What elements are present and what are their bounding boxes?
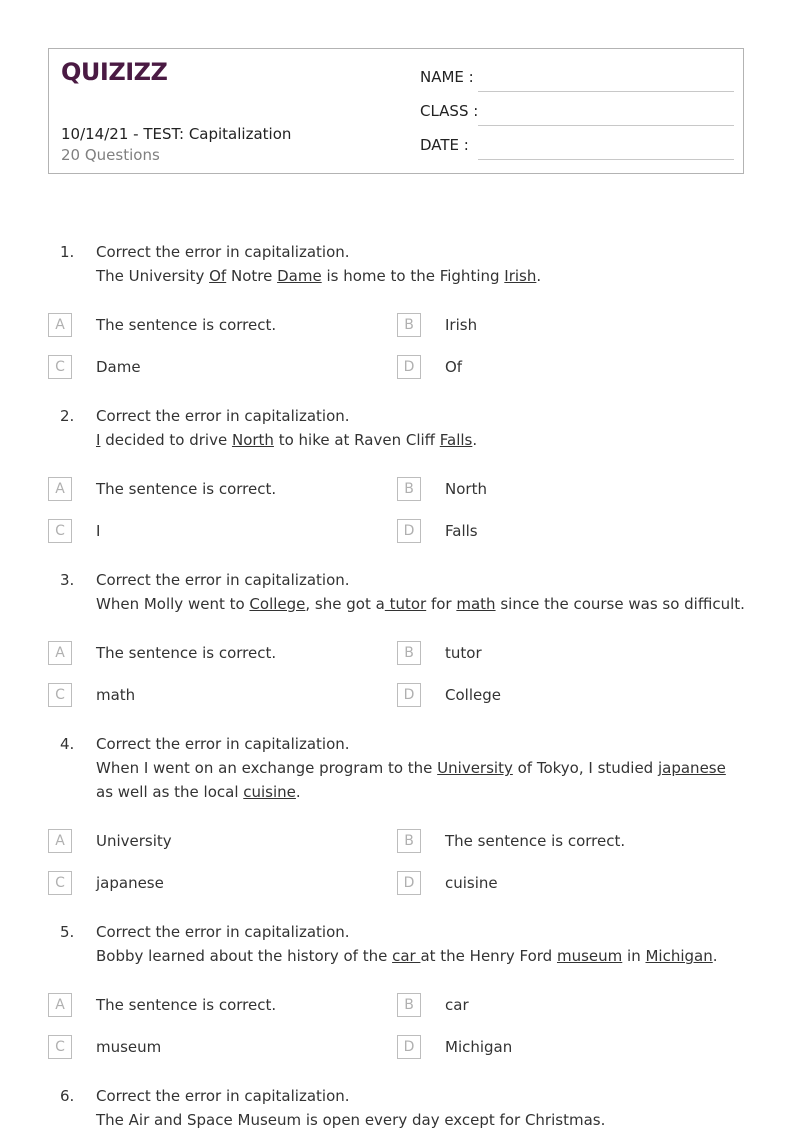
option-text: College [445, 686, 501, 704]
question-text [96, 404, 746, 452]
question-prompt: Correct the error in capitalization. [96, 571, 350, 589]
underlined-word: math [456, 595, 496, 613]
question-sentence [96, 944, 746, 968]
sentence-segment: for [426, 595, 457, 613]
question-text [96, 568, 746, 616]
option-text: The sentence is correct. [96, 996, 277, 1014]
date-label: DATE : [420, 136, 469, 154]
underlined-word: Dame [277, 267, 322, 285]
option-text: University [96, 832, 172, 850]
option-text: Michigan [445, 1038, 513, 1056]
sentence-segment: Bobby learned about the history of the [96, 947, 393, 965]
sentence-segment: When Molly went to [96, 595, 250, 613]
option-text: museum [96, 1038, 162, 1056]
question-sentence [96, 428, 746, 452]
option-letter-box: D [397, 1035, 421, 1059]
underlined-word: Of [209, 267, 227, 285]
underlined-word: japanese [657, 759, 726, 777]
underlined-word: University [437, 759, 513, 777]
sentence-segment: decided to drive [100, 431, 232, 449]
question-text [96, 1084, 746, 1132]
option-letter-box: A [48, 993, 72, 1017]
option-text: cuisine [445, 874, 498, 892]
sentence-segment: The Air and Space Museum is open every day except for Christmas. [96, 1111, 606, 1129]
option-letter-box: B [397, 993, 421, 1017]
sentence-segment: , she got a [305, 595, 385, 613]
option-letter-box: D [397, 683, 421, 707]
worksheet-header [48, 48, 744, 174]
question-number: 3. [60, 571, 75, 589]
question-count: 20 Questions [61, 146, 160, 164]
sentence-segment: . [295, 783, 301, 801]
option-letter-box: D [397, 519, 421, 543]
option-text: The sentence is correct. [96, 644, 277, 662]
option-letter-box: D [397, 871, 421, 895]
question-number: 5. [60, 923, 75, 941]
sentence-segment: . [536, 267, 542, 285]
sentence-segment: at the Henry Ford [420, 947, 557, 965]
date-line [478, 159, 734, 160]
question-text [96, 920, 746, 968]
sentence-segment: The University [96, 267, 210, 285]
sentence-segment: . [472, 431, 478, 449]
underlined-word: North [231, 431, 274, 449]
option-letter-box: C [48, 1035, 72, 1059]
question-prompt: Correct the error in capitalization. [96, 923, 350, 941]
underlined-word: museum [556, 947, 623, 965]
sentence-segment: Notre [226, 267, 278, 285]
underlined-word: car [392, 947, 421, 965]
question-prompt: Correct the error in capitalization. [96, 407, 350, 425]
class-label: CLASS : [420, 102, 479, 120]
question-number: 2. [60, 407, 75, 425]
name-field[interactable] [420, 68, 734, 92]
underlined-word: College [249, 595, 306, 613]
question-prompt: Correct the error in capitalization. [96, 1087, 350, 1105]
option-text: Dame [96, 358, 141, 376]
option-letter-box: B [397, 313, 421, 337]
question-number: 4. [60, 735, 75, 753]
option-text: car [445, 996, 469, 1014]
option-letter-box: D [397, 355, 421, 379]
option-letter-box: C [48, 871, 72, 895]
underlined-word: cuisine [243, 783, 296, 801]
option-text: tutor [445, 644, 482, 662]
sentence-segment: is home to the Fighting [321, 267, 505, 285]
option-letter-box: B [397, 477, 421, 501]
underlined-word: tutor [384, 595, 427, 613]
underlined-word: Irish [504, 267, 537, 285]
option-text: japanese [96, 874, 164, 892]
sentence-segment: . [712, 947, 718, 965]
class-line [478, 125, 734, 126]
name-line [478, 91, 734, 92]
question-number: 1. [60, 243, 75, 261]
option-letter-box: A [48, 313, 72, 337]
quizizz-logo: QUIZIZZ [61, 58, 168, 86]
option-letter-box: C [48, 683, 72, 707]
option-letter-box: A [48, 641, 72, 665]
option-text: Of [445, 358, 463, 376]
option-text: math [96, 686, 136, 704]
sentence-segment: of Tokyo, I studied [512, 759, 658, 777]
sentence-segment: as well as the local [96, 783, 244, 801]
question-text [96, 240, 746, 288]
option-letter-box: C [48, 519, 72, 543]
question-sentence [96, 756, 746, 804]
option-text: Irish [445, 316, 478, 334]
question-sentence [96, 264, 746, 288]
option-text: I [96, 522, 101, 540]
question-number: 6. [60, 1087, 75, 1105]
question-prompt: Correct the error in capitalization. [96, 243, 350, 261]
option-letter-box: C [48, 355, 72, 379]
option-text: The sentence is correct. [96, 480, 277, 498]
option-letter-box: B [397, 641, 421, 665]
sentence-segment: in [622, 947, 646, 965]
question-text [96, 732, 746, 804]
class-field[interactable] [420, 102, 734, 126]
option-letter-box: B [397, 829, 421, 853]
sentence-segment: When I went on an exchange program to the [96, 759, 438, 777]
sentence-segment: since the course was so difficult. [495, 595, 745, 613]
question-sentence [96, 1108, 746, 1132]
name-label: NAME : [420, 68, 474, 86]
option-text: The sentence is correct. [445, 832, 626, 850]
question-prompt: Correct the error in capitalization. [96, 735, 350, 753]
date-field[interactable] [420, 136, 734, 160]
underlined-word: I [96, 431, 101, 449]
sentence-segment: to hike at Raven Cliff [273, 431, 440, 449]
option-text: Falls [445, 522, 478, 540]
option-letter-box: A [48, 829, 72, 853]
test-title: 10/14/21 - TEST: Capitalization [61, 125, 292, 143]
option-letter-box: A [48, 477, 72, 501]
option-text: The sentence is correct. [96, 316, 277, 334]
question-sentence [96, 592, 746, 616]
option-text: North [445, 480, 487, 498]
underlined-word: Michigan [645, 947, 713, 965]
underlined-word: Falls [439, 431, 473, 449]
